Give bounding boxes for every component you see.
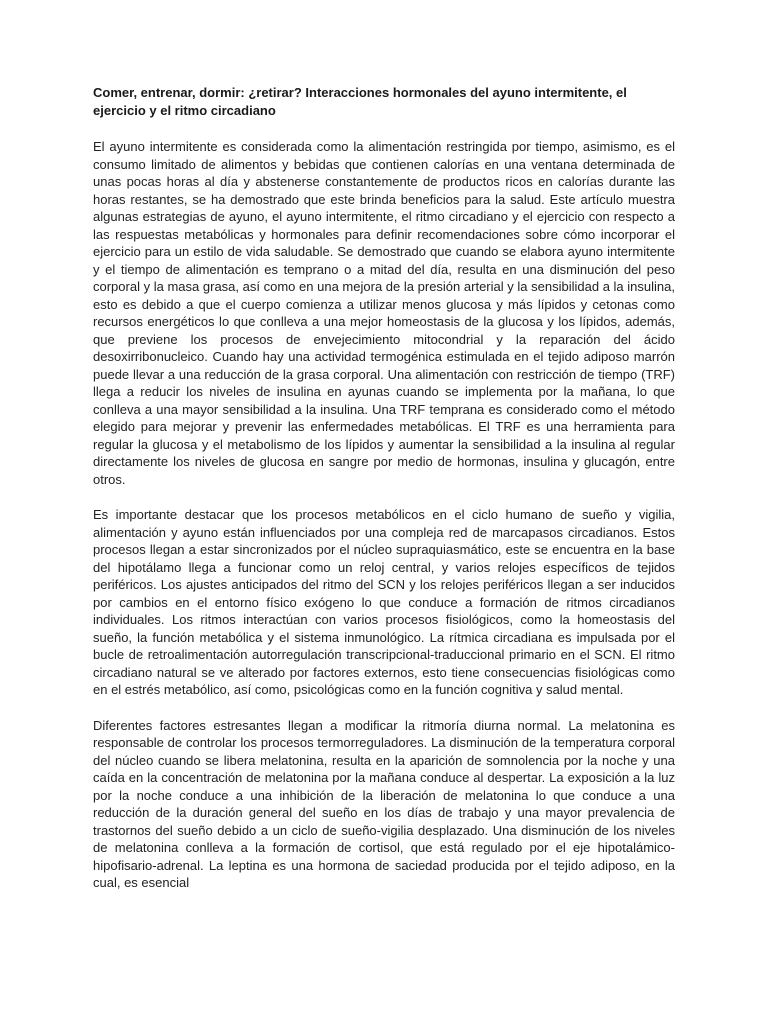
document-title: Comer, entrenar, dormir: ¿retirar? Interacciones hormonales del ayuno intermitente, el ejercicio y el ritmo circadiano: [93, 85, 627, 118]
paragraph-3: Diferentes factores estresantes llegan a modificar la ritmoría diurna normal. La melatonina es responsable de controlar los procesos termorreguladores. La disminución de la temperatura corporal del núcleo cuando se libera melatonina, resulta en la aparición de somnolencia por la noche y una caída en la concentración de melatonina por la mañana conduce al despertar. La exposición a la luz por la noche conduce a una inhibición de la liberación de melatonina lo que conduce a una reducción de la duración general del sueño en los días de trabajo y una mayor prevalencia de trastornos del sueño debido a un ciclo de sueño-vigilia desplazado. Una disminución de los niveles de melatonina conlleva a la formación de cortisol, que está regulado por el eje hipotalámico-hipofisario-adrenal. La leptina es una hormona de saciedad producida por el tejido adiposo, en la cual, es esencial: [93, 717, 675, 890]
paragraph-2: Es importante destacar que los procesos metabólicos en el ciclo humano de sueño y vigilia, alimentación y ayuno están influenciados por una compleja red de marcapasos circadianos. Estos procesos llegan a estar sincronizados por el núcleo supraquiasmático, este se encuentra en la base del hipotálamo llega a funcionar como un reloj central, y varios relojes específicos de tejidos periféricos. Los ajustes anticipados del ritmo del SCN y los relojes periféricos llegan a ser inducidos por cambios en el entorno físico exógeno lo que conduce a formación de ritmos circadianos individuales. Los ritmos interactúan con varios procesos fisiológicos, como la homeostasis del sueño, la función metabólica y el sistema inmunológico. La rítmica circadiana es impulsada por el bucle de retroalimentación autorregulación transcripcional-traduccional primario en el SCN. El ritmo circadiano natural se ve alterado por factores externos, esto tiene consecuencias fisiológicas como en el estrés metabólico, así como, psicológicas como en la función cognitiva y salud mental.: [93, 507, 675, 697]
paragraph-1: El ayuno intermitente es considerada como la alimentación restringida por tiempo, asimismo, es el consumo limitado de alimentos y bebidas que contienen calorías en una ventana determinada de unas pocas horas al día y abstenerse constantemente de productos ricos en calorías durante las horas restantes, se ha demostrado que este brinda beneficios para la salud. Este artículo muestra algunas estrategias de ayuno, el ayuno intermitente, el ritmo circadiano y el ejercicio con respecto a las respuestas metabólicas y hormonales para definir recomendaciones sobre cómo incorporar el ejercicio para un estilo de vida saludable. Se demostrado que cuando se elabora ayuno intermitente y el tiempo de alimentación es temprano o a mitad del día, resulta en una disminución del peso corporal y la masa grasa, así como en una mejora de la presión arterial y la sensibilidad a la insulina, esto es debido a que el cuerpo comienza a utilizar menos glucosa y más lípidos y cetonas como recursos energéticos lo que conlleva a una mejor homeostasis de la glucosa y los lípidos, además, que previene los procesos de envejecimiento mitocondrial y la reparación del ácido desoxirribonucleico. Cuando hay una actividad termogénica estimulada en el tejido adiposo marrón puede llevar a una reducción de la grasa corporal. Una alimentación con restricción de tiempo (TRF) llega a reducir los niveles de insulina en ayunas cuando se implementa por la mañana, lo que conlleva a una mayor sensibilidad a la insulina. Una TRF temprana es considerado como el método elegido para mejorar y prevenir las enfermedades metabólicas. El TRF es una herramienta para regular la glucosa y el metabolismo de los lípidos y aumentar la sensibilidad a la insulina al regular directamente los niveles de glucosa en sangre por medio de hormonas, insulina y glucagón, entre otros.: [93, 139, 675, 487]
